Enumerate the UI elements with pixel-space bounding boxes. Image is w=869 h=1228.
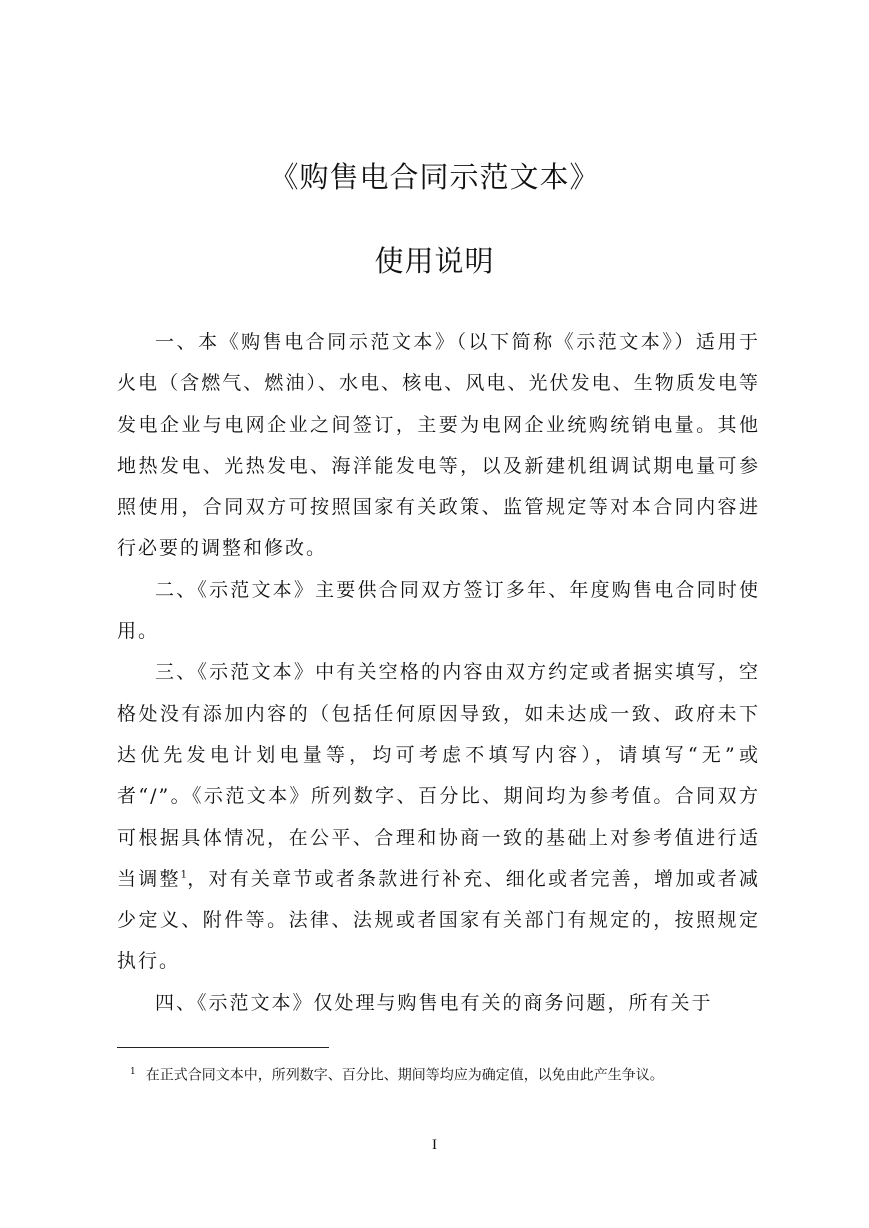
- footnote-mark: 1: [130, 1067, 136, 1077]
- footnote-reference: 1: [180, 869, 188, 881]
- paragraph-3: [117, 652, 760, 982]
- page-number: I: [432, 1137, 437, 1153]
- paragraph-3-part-a: 三、《示范文本》中有关空格的内容由双方约定或者据实填写，空格处没有添加内容的（包括任何原因导致，如未达成一致、政府未下达优先发电计划电量等，均可考虑不填写内容），请填写“无”或者“/”。《示范文本》所列数字、百分比、期间均为参考值。合同双方可根据具体情况，在公平、合理和协商一致的基础上对参考值进行适当调整: [117, 661, 760, 890]
- footnote-divider: [117, 1047, 329, 1048]
- paragraph-3-part-b: ，对有关章节或者条款进行补充、细化或者完善，增加或者减少定义、附件等。法律、法规或者国家有关部门有规定的，按照规定执行。: [117, 867, 760, 973]
- document-subtitle: 使用说明: [374, 244, 495, 278]
- document-title: 《购售电合同示范文本》: [269, 160, 600, 194]
- footnote: [130, 1061, 770, 1087]
- paragraph-1: 一、本《购售电合同示范文本》（以下简称《示范文本》）适用于火电（含燃气、燃油）、水电、核电、风电、光伏发电、生物质发电等发电企业与电网企业之间签订，主要为电网企业统购统销电量。其他地热发电、光热发电、海洋能发电等，以及新建机组调试期电量可参照使用，合同双方可按照国家有关政策、监管规定等对本合同内容进行必要的调整和修改。: [117, 331, 760, 560]
- paragraph-2: 二、《示范文本》主要供合同双方签订多年、年度购售电合同时使用。: [117, 578, 760, 643]
- footnote-text: 在正式合同文本中，所列数字、百分比、期间等均应为确定值，以免由此产生争议。: [145, 1067, 664, 1084]
- document-body: [117, 322, 760, 1024]
- paragraph-4: 四、《示范文本》仅处理与购售电有关的商务问题，所有关于: [155, 991, 713, 1014]
